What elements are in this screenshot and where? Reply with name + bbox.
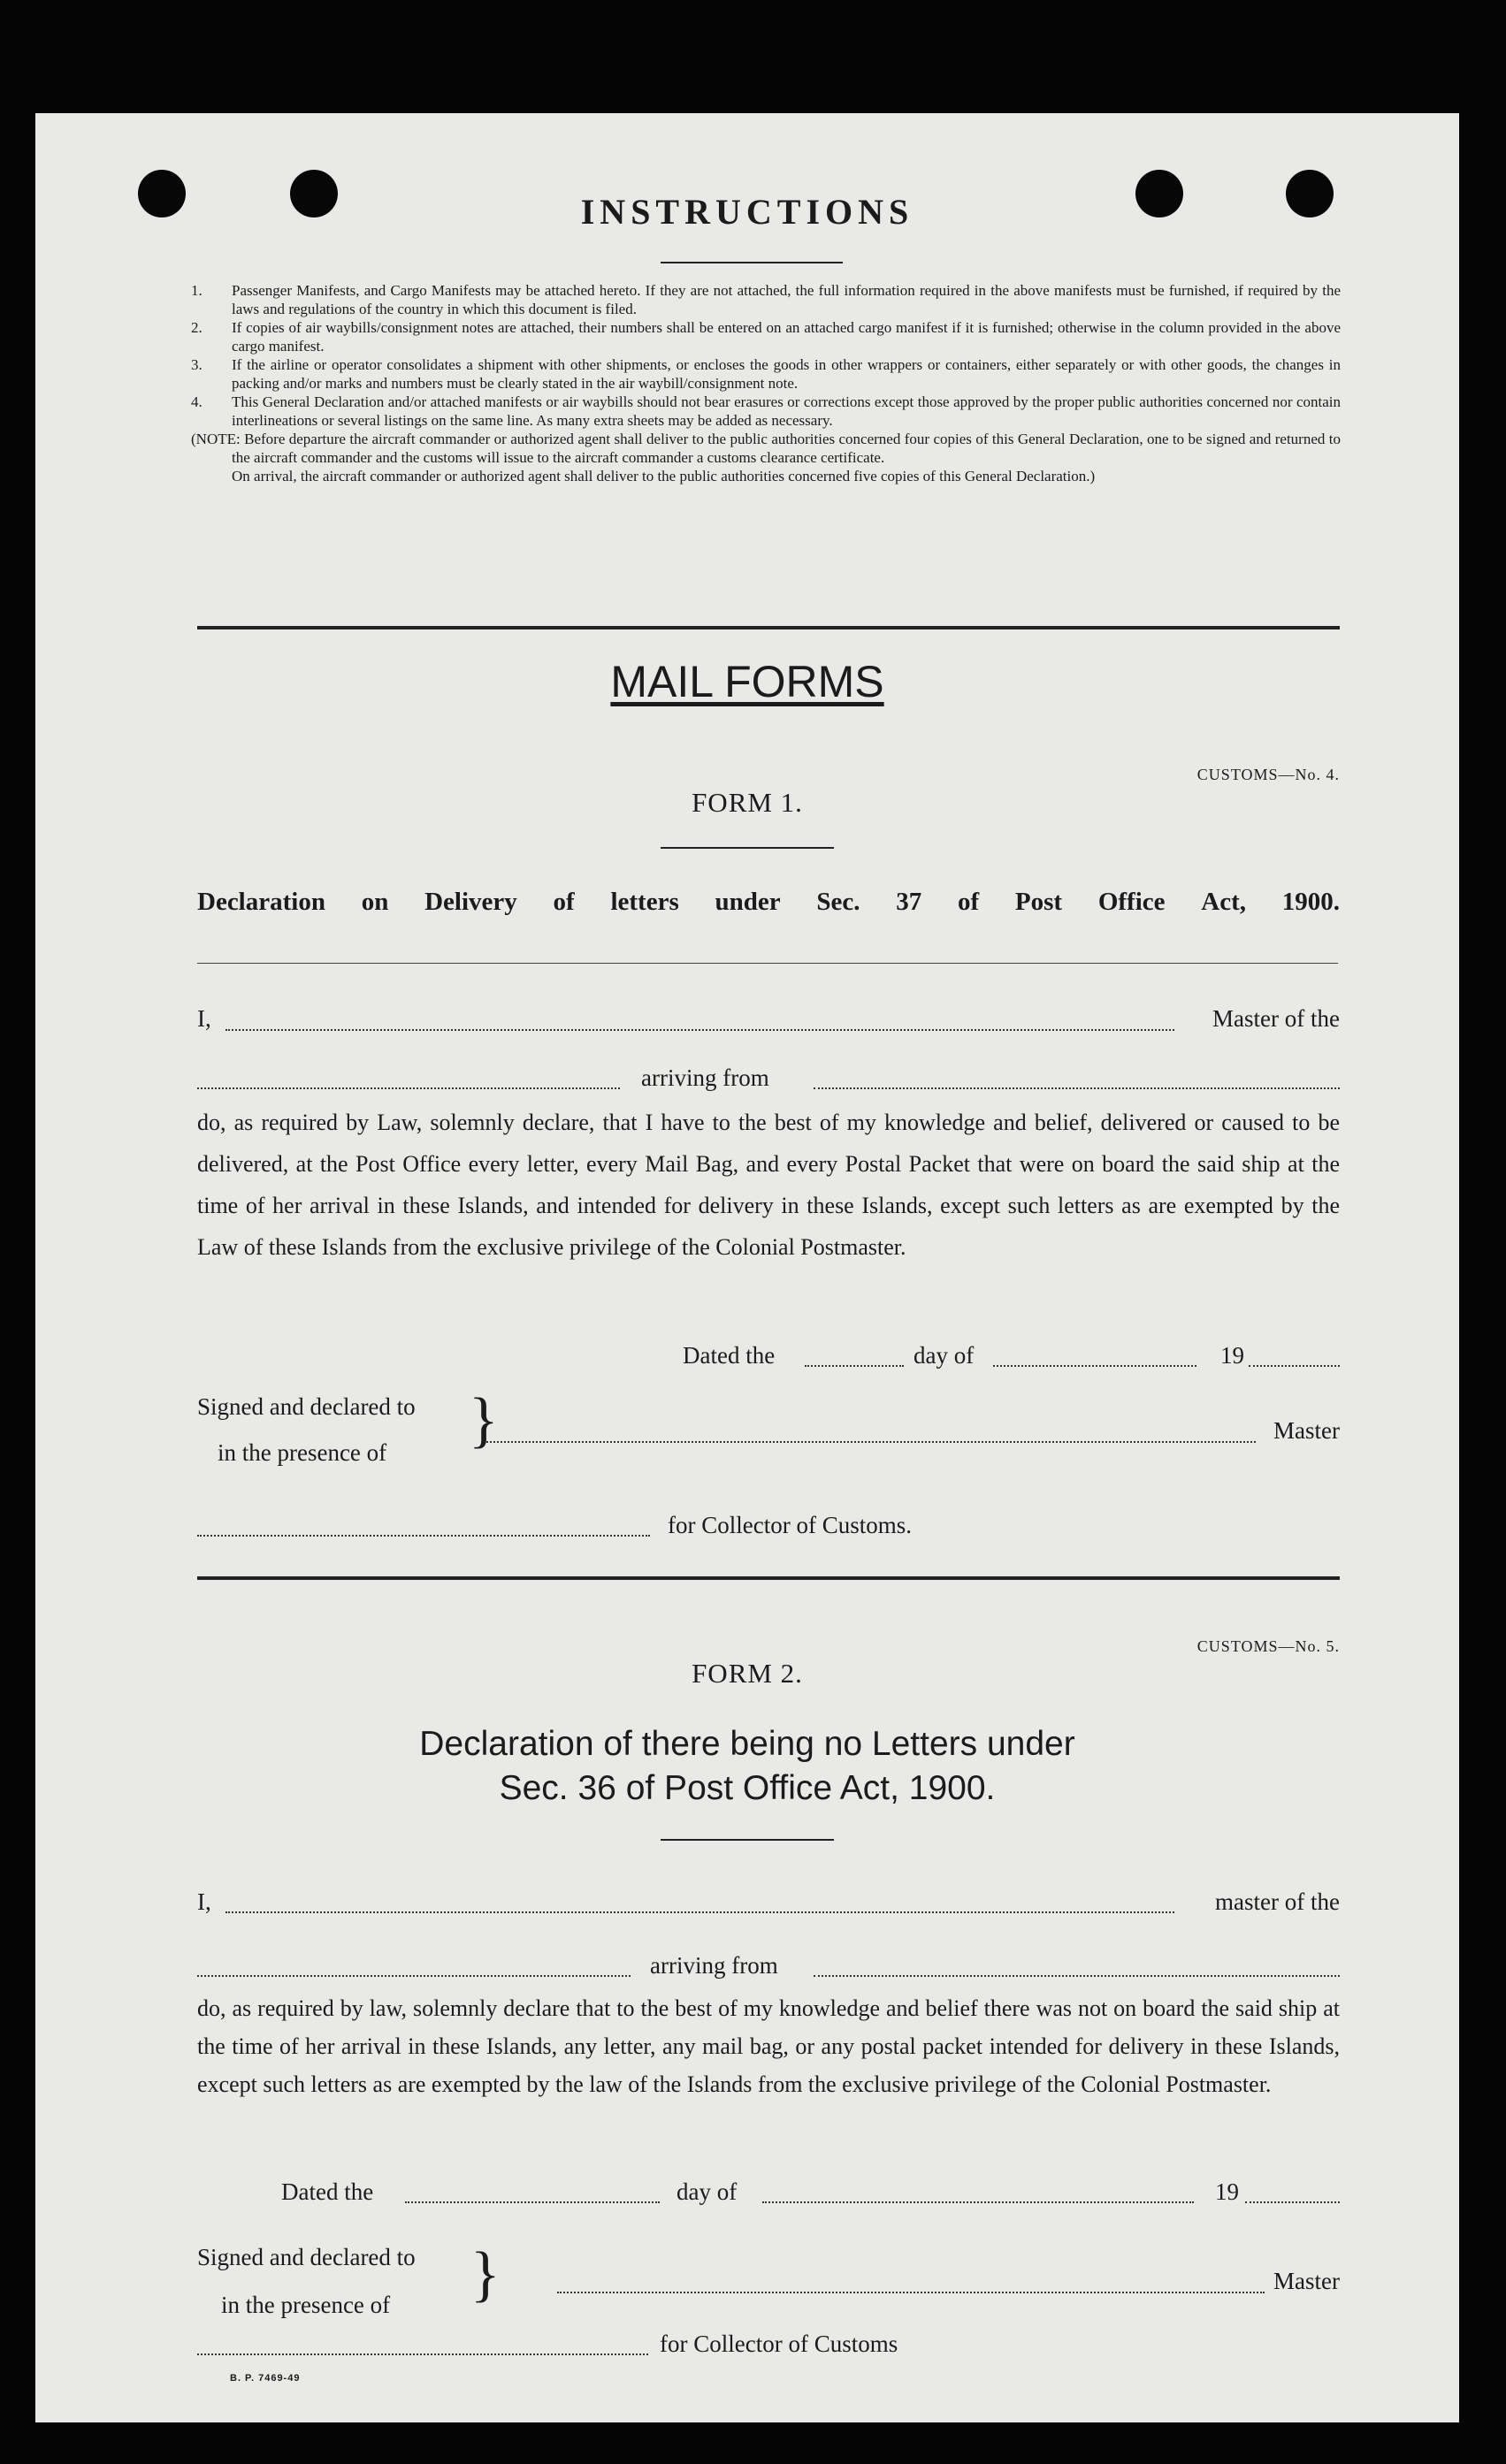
form2-customs-number: CUSTOMS—No. 5.	[1196, 1637, 1340, 1655]
form2-signed-line1: Signed and declared to	[197, 2244, 416, 2270]
instruction-item	[191, 355, 1341, 393]
instruction-text: If the airline or operator consolidates a shipment with other shipments, or encloses the goods in other wrappers or containers, either separately or with other goods, the changes in packing and/or marks and numbers must be clearly stated in the air waybill/consignment note.	[232, 356, 1341, 392]
decl-word: Act,	[1201, 888, 1246, 916]
form1-year-prefix: 19	[1220, 1342, 1244, 1369]
form1-master-of-the: Master of the	[1212, 1005, 1340, 1032]
form1-ship-field[interactable]	[197, 1087, 620, 1089]
brace-icon: }	[469, 1386, 499, 1454]
form1-day-of: day of	[914, 1342, 975, 1369]
instruction-number: 3.	[191, 356, 203, 373]
decl-word: under	[715, 888, 781, 916]
form2-collector-label: for Collector of Customs	[660, 2331, 898, 2357]
decl-word: of	[958, 888, 980, 916]
form2-title	[35, 1722, 1459, 1811]
form1-collector-label: for Collector of Customs.	[668, 1512, 912, 1538]
form1-arriving-from: arriving from	[641, 1064, 769, 1091]
form2-title-line1: Declaration of there being no Letters under	[419, 1725, 1075, 1763]
decl-word: Sec.	[816, 888, 860, 916]
form2-title-line2: Sec. 36 of Post Office Act, 1900.	[499, 1769, 996, 1807]
form1-body-text: do, as required by Law, solemnly declare, that I have to the best of my knowledge and belief, delivered or caused to be delivered, at the Post Office every letter, every Mail Bag, and every Postal Packet that were on board the said ship at the time of her arrival in these Islands, and intended for delivery in these Islands, except such letters as are exempted by the Law of these Islands from the exclusive privilege of the Colonial Postmaster.	[197, 1110, 1340, 1260]
form2-title-underline	[661, 1839, 834, 1841]
form2-dated-the: Dated the	[281, 2178, 374, 2205]
form2-arriving-from: arriving from	[650, 1952, 778, 1979]
form2-i-label: I,	[197, 1888, 211, 1915]
footer-code: B. P. 7469-49	[230, 2373, 301, 2384]
instructions-list	[191, 281, 1341, 485]
mail-forms-title: MAIL FORMS	[610, 657, 884, 706]
decl-word: 37	[896, 888, 922, 916]
form2-month-field[interactable]	[762, 2201, 1194, 2203]
instruction-item	[191, 393, 1341, 430]
form1-collector-signature-field[interactable]	[197, 1535, 650, 1537]
form2-master-of-the: master of the	[1215, 1888, 1340, 1915]
document-page	[35, 113, 1459, 2422]
form1-declaration-heading	[197, 888, 1340, 917]
form2-signed-line2: in the presence of	[221, 2292, 391, 2318]
instruction-note-arrival	[191, 467, 1341, 485]
decl-word: on	[361, 888, 389, 916]
form2-origin-field[interactable]	[814, 1975, 1340, 1977]
form2-label: FORM 2.	[692, 1658, 803, 1689]
form2-ship-field[interactable]	[197, 1975, 631, 1977]
form1-signed-line1: Signed and declared to	[197, 1393, 416, 1420]
instruction-number: 4.	[191, 393, 203, 410]
form1-month-field[interactable]	[993, 1365, 1196, 1367]
brace-icon: }	[470, 2240, 501, 2308]
instruction-item	[191, 281, 1341, 318]
instruction-note-text: On arrival, the aircraft commander or authorized agent shall deliver to the public authorities concerned five copies of this General Declaration.)	[232, 468, 1096, 484]
instruction-text: This General Declaration and/or attached manifests or air waybills should not bear erasures or corrections except those approved by the proper public authorities concerned nor contain interlineations or several listings on the same line. As many extra sheets may be added as necessary.	[232, 393, 1341, 429]
form1-day-field[interactable]	[805, 1365, 904, 1367]
form2-collector-signature-field[interactable]	[197, 2353, 648, 2355]
form1-year-field[interactable]	[1249, 1365, 1340, 1367]
form1-master-label: Master	[1273, 1417, 1340, 1444]
decl-word: Office	[1097, 888, 1166, 916]
form1-i-label: I,	[197, 1005, 211, 1032]
form1-dated-the: Dated the	[683, 1342, 776, 1369]
instruction-item	[191, 318, 1341, 355]
instruction-number: 2.	[191, 319, 203, 336]
form-divider	[197, 1576, 1340, 1580]
form2-body-text: do, as required by law, solemnly declare that to the best of my knowledge and belief there was not on board the said ship at the time of her arrival in these Islands, any letter, any mail bag, or any postal packet intended for delivery in these Islands, except such letters as are exempted by the law of the Islands from the exclusive privilege of the Colonial Postmaster.	[197, 1995, 1340, 2097]
form1-origin-field[interactable]	[814, 1087, 1340, 1089]
form1-name-field[interactable]	[226, 1029, 1174, 1031]
instruction-text: If copies of air waybills/consignment notes are attached, their numbers shall be entered on an attached cargo manifest if it is furnished; otherwise in the column provided in the above cargo manifest.	[232, 319, 1341, 355]
form2-master-signature-field[interactable]	[557, 2292, 1265, 2293]
form1-heading-rule	[197, 963, 1338, 964]
decl-word: letters	[610, 888, 679, 916]
decl-word: Delivery	[424, 888, 517, 916]
form2-day-of: day of	[677, 2178, 738, 2205]
instruction-number: 1.	[191, 282, 203, 299]
section-divider	[197, 626, 1340, 629]
form2-name-field[interactable]	[226, 1911, 1174, 1913]
instructions-title: INSTRUCTIONS	[580, 192, 914, 232]
decl-word: Declaration	[197, 888, 325, 916]
form1-customs-number: CUSTOMS—No. 4.	[1196, 766, 1340, 783]
title-underline	[661, 262, 843, 263]
form2-year-field[interactable]	[1245, 2201, 1340, 2203]
form1-signed-line2: in the presence of	[218, 1439, 387, 1466]
form2-year-prefix: 19	[1215, 2178, 1239, 2205]
form1-label-underline	[661, 847, 834, 849]
form2-day-field[interactable]	[405, 2201, 660, 2203]
form1-master-signature-field[interactable]	[486, 1441, 1256, 1443]
form2-master-label: Master	[1273, 2268, 1340, 2294]
instruction-note: (NOTE: Before departure the aircraft commander or authorized agent shall deliver to the public authorities concerned four copies of this General Declaration, one to be signed and returned to the aircraft commander and the customs will issue to the aircraft commander a customs clearance certificate.	[191, 431, 1341, 466]
instruction-text: Passenger Manifests, and Cargo Manifests may be attached hereto. If they are not attached, the full information required in the above manifests must be furnished, if required by the laws and regulations of the country in which this document is filed.	[232, 282, 1341, 317]
decl-word: Post	[1014, 888, 1063, 916]
decl-word: 1900.	[1281, 888, 1340, 916]
form1-label: FORM 1.	[692, 787, 803, 818]
decl-word: of	[553, 888, 575, 916]
